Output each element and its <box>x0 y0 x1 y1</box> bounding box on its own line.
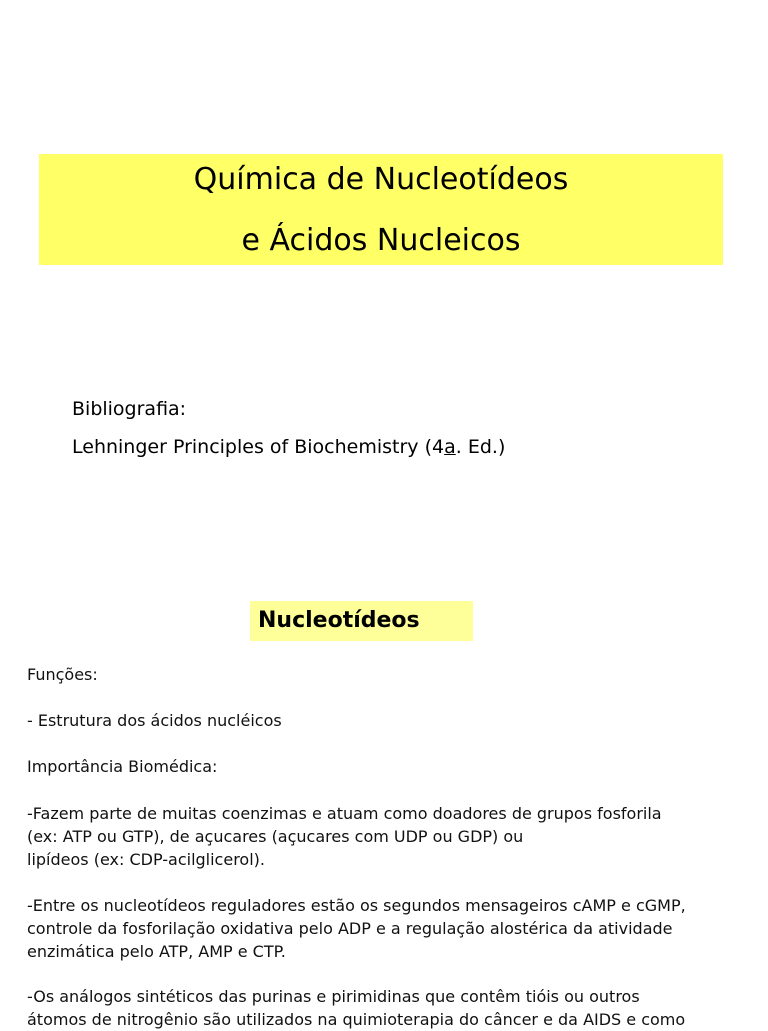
importancia-label: Importância Biomédica: <box>27 757 218 776</box>
title-banner <box>39 154 723 265</box>
paragraph-line: -Entre os nucleotídeos reguladores estão os segundos mensageiros cAMP e cGMP, <box>27 896 686 915</box>
paragraph-line: lipídeos (ex: CDP-acilglicerol). <box>27 850 265 869</box>
section-banner <box>250 601 473 641</box>
bibliography-reference <box>72 435 505 459</box>
paragraph-line: enzimática pelo ATP, AMP e CTP. <box>27 942 286 961</box>
funcoes-label: Funções: <box>27 665 98 684</box>
paragraph-reguladores <box>27 894 757 963</box>
funcao-item-1: - Estrutura dos ácidos nucléicos <box>27 711 282 730</box>
bibliography-ref-prefix: Lehninger Principles of Biochemistry (4 <box>72 436 445 458</box>
bibliography-label: Bibliografia: <box>72 398 187 420</box>
paragraph-line: -Fazem parte de muitas coenzimas e atuam como doadores de grupos fosforila <box>27 804 662 823</box>
paragraph-line: controle da fosforilação oxidativa pelo ADP e a regulação alostérica da atividade <box>27 919 673 938</box>
paragraph-line: átomos de nitrogênio são utilizados na quimioterapia do câncer e da AIDS e como <box>27 1010 686 1029</box>
section-title: Nucleotídeos <box>258 608 420 633</box>
title-line-2: e Ácidos Nucleicos <box>241 223 521 258</box>
paragraph-line: (ex: ATP ou GTP), de açucares (açucares com UDP ou GDP) ou <box>27 827 524 846</box>
bibliography-ref-superscript: a <box>444 436 456 458</box>
paragraph-line: -Os análogos sintéticos das purinas e pirimidinas que contêm tióis ou outros <box>27 987 640 1006</box>
title-line-1: Química de Nucleotídeos <box>193 162 569 197</box>
bibliography-ref-suffix: . Ed.) <box>455 436 506 458</box>
paragraph-analogos <box>27 985 757 1031</box>
paragraph-coenzimas <box>27 802 757 871</box>
